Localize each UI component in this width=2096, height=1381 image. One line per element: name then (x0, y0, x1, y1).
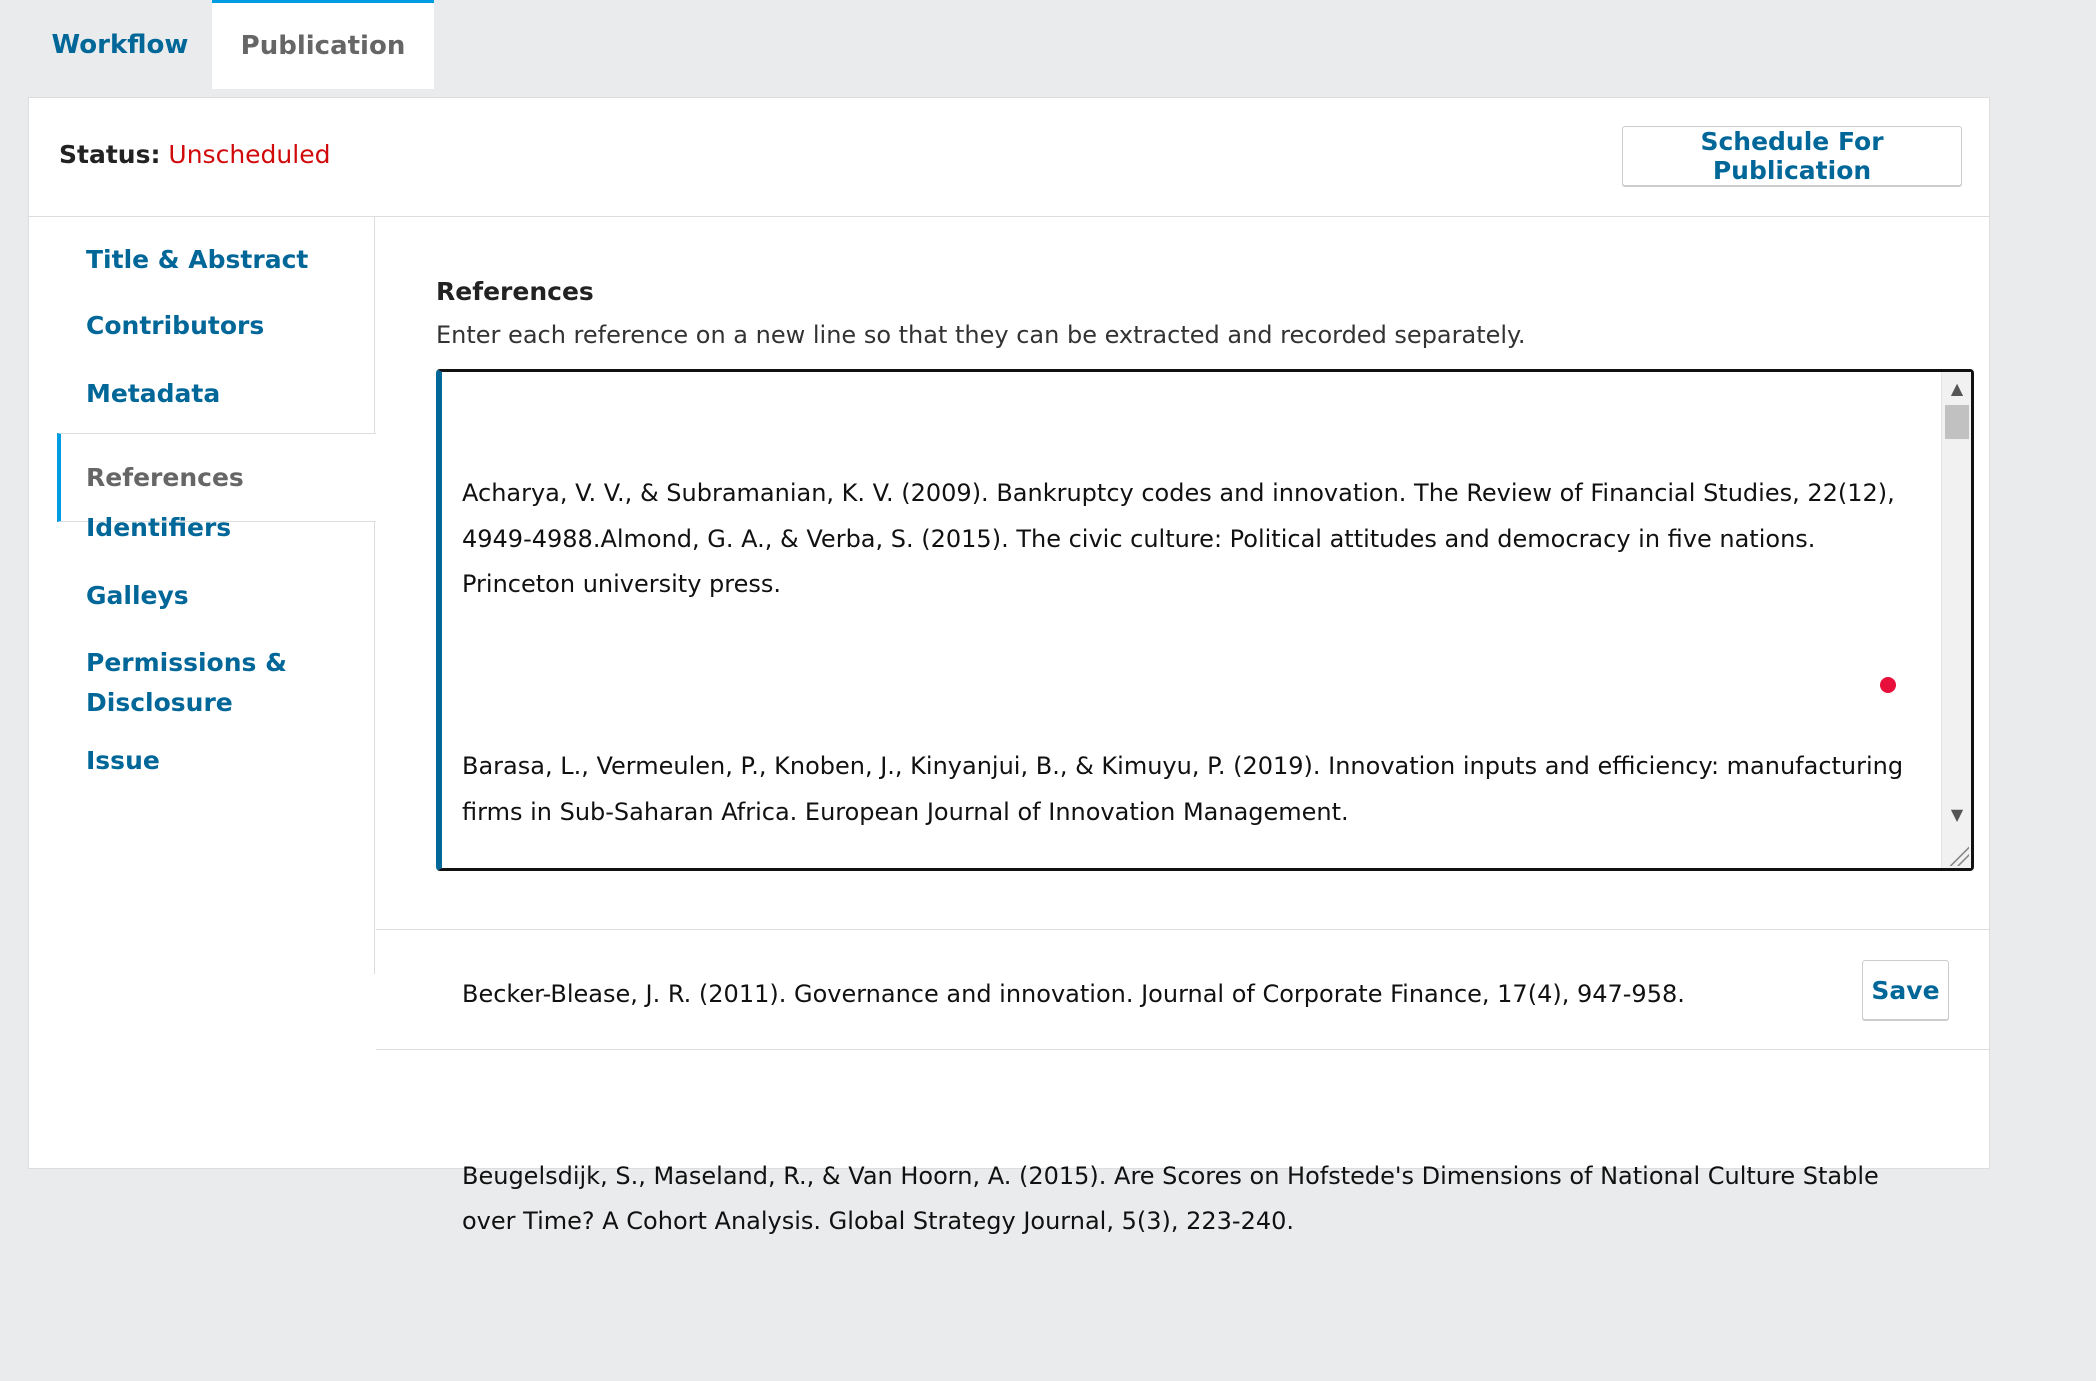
sidenav-item-galleys[interactable]: Galleys (86, 581, 189, 610)
tab-workflow[interactable]: Workflow (51, 29, 189, 60)
spellcheck-dot-icon (1880, 677, 1896, 693)
scroll-up-arrow-icon[interactable]: ▲ (1950, 379, 1964, 398)
publication-panel (28, 97, 1990, 1235)
status-value: Unscheduled (168, 140, 331, 169)
publication-sidenav (29, 217, 375, 974)
reference-entry: Barasa, L., Vermeulen, P., Knoben, J., Kinyanjui, B., & Kimuyu, P. (2019). Innovation inputs and efficiency: manufacturing firms in Sub-Saharan Africa. European Journal of Innovation Management. (462, 752, 1911, 826)
sidenav-item-title-abstract[interactable]: Title & Abstract (86, 245, 309, 274)
reference-entry: Beugelsdijk, S., Maseland, R., & Van Hoorn, A. (2015). Are Scores on Hofstede's Dimensions of National Culture Stable over Time? A Cohort Analysis. Global Strategy Journal, 5(3), 223-240. (462, 1161, 1887, 1235)
status-label: Status: (59, 140, 161, 169)
schedule-for-publication-button[interactable]: Schedule For Publication (1622, 126, 1962, 186)
textarea-scrollbar[interactable] (1941, 372, 1971, 868)
references-field-label: References (436, 277, 594, 306)
references-form (376, 217, 1990, 1235)
resize-grip-icon[interactable] (1947, 844, 1969, 866)
status-indicator (59, 140, 330, 169)
references-field-description: Enter each reference on a new line so that they can be extracted and recorded separately. (436, 321, 1526, 349)
save-button[interactable]: Save (1862, 960, 1949, 1020)
scroll-thumb[interactable] (1945, 405, 1969, 439)
sidenav-item-permissions-disclosure[interactable]: Permissions & Disclosure (86, 648, 287, 717)
reference-entry: Becker-Blease, J. R. (2011). Governance and innovation. Journal of Corporate Finance, 17(4), 947-958. (462, 979, 1685, 1008)
sidenav-item-issue[interactable]: Issue (86, 746, 160, 775)
panel-header (29, 98, 1989, 217)
sidenav-item-contributors[interactable]: Contributors (86, 311, 265, 340)
tab-publication[interactable]: Publication (212, 0, 434, 89)
references-text[interactable] (462, 380, 1932, 1381)
scroll-down-arrow-icon[interactable]: ▼ (1950, 805, 1964, 824)
reference-entry: Acharya, V. V., & Subramanian, K. V. (2009). Bankruptcy codes and innovation. The Review of Financial Studies, 22(12), 4949-4988.Almond, G. A., & Verba, S. (2015). The civic culture: Political attitudes and democracy in five nations. Princeton university press. (462, 479, 1903, 598)
form-footer (376, 929, 1990, 1050)
sidenav-item-metadata[interactable]: Metadata (86, 379, 221, 408)
sidenav-item-references[interactable]: References (57, 433, 376, 522)
sidenav-item-identifiers[interactable]: Identifiers (86, 513, 232, 542)
